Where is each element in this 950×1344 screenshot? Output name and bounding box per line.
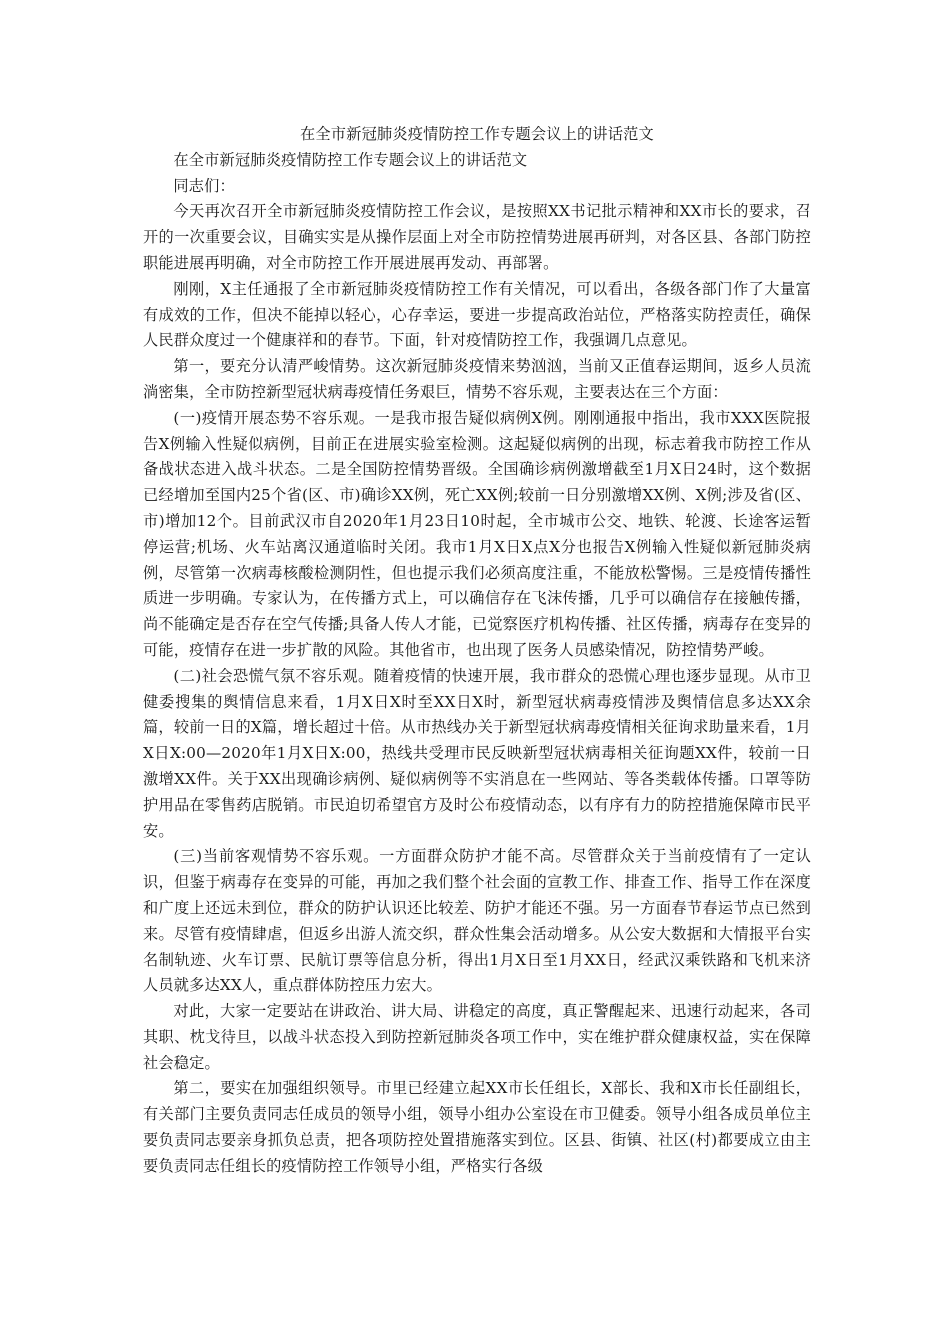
body-paragraph: 第二，要实在加强组织领导。市里已经建立起XX市长任组长，X部长、我和X市长任副组长，有关部门主要负责同志任成员的领导小组，领导小组办公室设在市卫健委。领导小组各成员单位主要负责同志要亲身抓负总责，把各项防控处置措施落实到位。区县、街镇、社区(村)都要成立由主要负责同志任组长的疫情防控工作领导小组，严格实行各级 [143, 1079, 811, 1175]
document-title: 在全市新冠肺炎疫情防控工作专题会议上的讲话范文 [300, 125, 654, 143]
body-paragraph: 今天再次召开全市新冠肺炎疫情防控工作会议，是按照XX书记批示精神和XX市长的要求，召开的一次重要会议，目确实实是从操作层面上对全市防控情势进展再研判，对各区县、各部门防控职能进展再明确，对全市防控工作开展进展再发动、再部署。 [143, 202, 811, 272]
salutation-paragraph: 同志们： [173, 176, 235, 195]
subtitle-paragraph: 在全市新冠肺炎疫情防控工作专题会议上的讲话范文 [173, 150, 528, 169]
document-page [143, 122, 811, 1180]
body-paragraph: (二)社会恐慌气氛不容乐观。随着疫情的快速开展，我市群众的恐慌心理也逐步显现。从市卫健委搜集的舆情信息来看，1月X日X时至XX日X时，新型冠状病毒疫情涉及舆情信息多达XX余篇，较前一日的X篇，增长超过十倍。从市热线办关于新型冠状病毒疫情相关征询求助量来看，1月X日X:00—2020年1月X日X:00，热线共受理市民反映新型冠状病毒相关征询题XX件，较前一日激增XX件。关于XX出现确诊病例、疑似病例等不实消息在一些网站、等各类载体传播。口罩等防护用品在零售药店脱销。市民迫切希望官方及时公布疫情动态，以有序有力的防控措施保障市民平安。 [143, 666, 811, 840]
body-paragraph: (三)当前客观情势不容乐观。一方面群众防护才能不高。尽管群众关于当前疫情有了一定认识，但鉴于病毒存在变异的可能，再加之我们整个社会面的宣教工作、排查工作、指导工作在深度和广度上还远未到位，群众的防护认识还比较差、防护才能还不强。另一方面春节春运节点已然到来。尽管有疫情肆虐，但返乡出游人流交织，群众性集会活动增多。从公安大数据和大情报平台实名制轨迹、火车订票、民航订票等信息分析，得出1月X日至1月XX日，经武汉乘铁路和飞机来济人员就多达XX人，重点群体防控压力宏大。 [143, 847, 811, 995]
body-paragraph: 第一，要充分认清严峻情势。这次新冠肺炎疫情来势汹汹，当前又正值春运期间，返乡人员流淌密集，全市防控新型冠状病毒疫情任务艰巨，情势不容乐观，主要表达在三个方面： [143, 357, 811, 401]
body-paragraph: 刚刚，X主任通报了全市新冠肺炎疫情防控工作有关情况，可以看出，各级各部门作了大量富有成效的工作，但决不能掉以轻心，心存幸运，要进一步提高政治站位，严格落实防控责任，确保人民群众度过一个健康祥和的春节。下面，针对疫情防控工作，我强调几点意见。 [143, 279, 811, 350]
body-paragraph: (一)疫情开展态势不容乐观。一是我市报告疑似病例X例。刚刚通报中指出，我市XXX医院报告X例输入性疑似病例，目前正在进展实验室检测。这起疑似病例的出现，标志着我市防控工作从备战状态进入战斗状态。二是全国防控情势晋级。全国确诊病例激增截至1月X日24时，这个数据已经增加至国内25个省(区、市)确诊XX例，死亡XX例;较前一日分别激增XX例、X例;涉及省(区、市)增加12个。目前武汉市自2020年1月23日10时起，全市城市公交、地铁、轮渡、长途客运暂停运营;机场、火车站离汉通道临时关闭。我市1月X日X点X分也报告X例输入性疑似新冠肺炎病例，尽管第一次病毒核酸检测阴性，但也提示我们必须高度注重，不能放松警惕。三是疫情传播性质进一步明确。专家认为，在传播方式上，可以确信存在飞沫传播，几乎可以确信存在接触传播，尚不能确定是否存在空气传播;具备人传人才能，已觉察医疗机构传播、社区传播，病毒存在变异的可能，疫情存在进一步扩散的风险。其他省市，也出现了医务人员感染情况，防控情势严峻。 [143, 408, 811, 659]
body-paragraph: 对此，大家一定要站在讲政治、讲大局、讲稳定的高度，真正警醒起来、迅速行动起来，各司其职、枕戈待旦，以战斗状态投入到防控新冠肺炎各项工作中，实在维护群众健康权益，实在保障社会稳定。 [143, 1002, 811, 1072]
